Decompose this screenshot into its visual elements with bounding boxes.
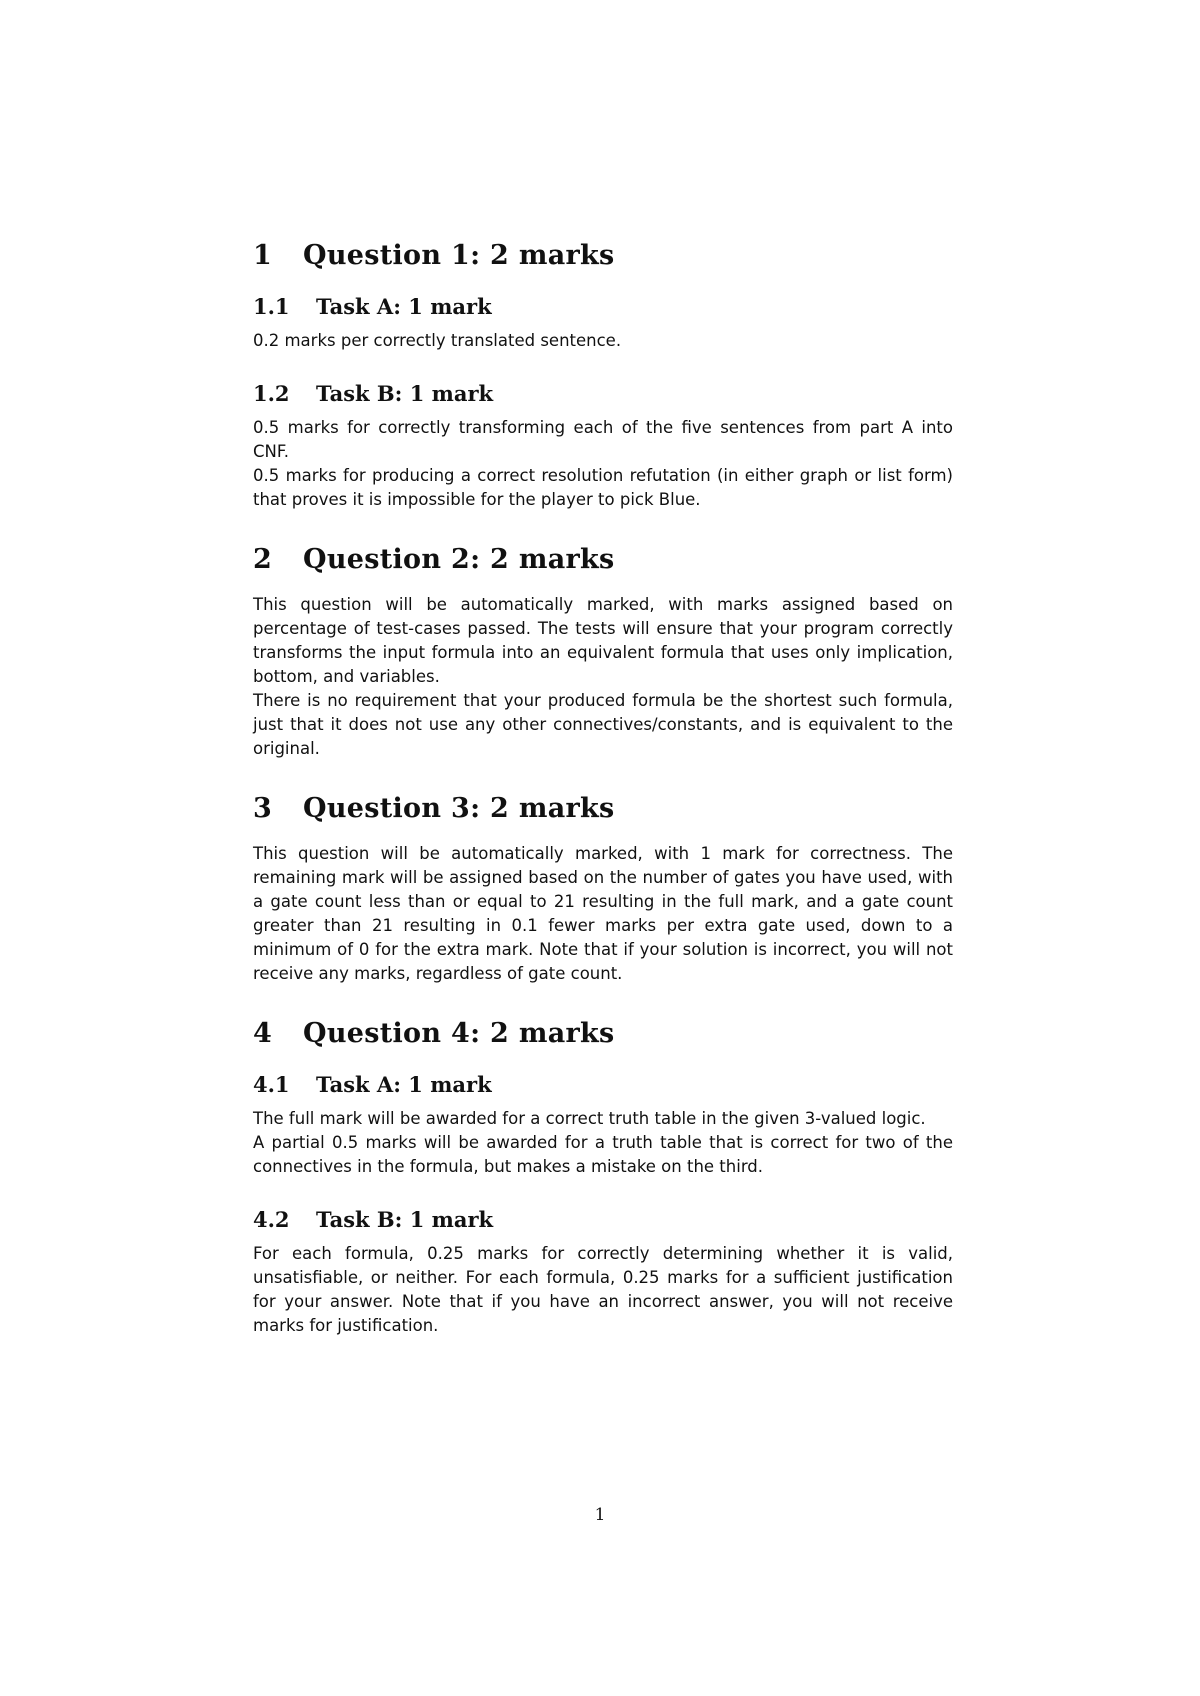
subsection-4-1-heading bbox=[253, 1072, 953, 1097]
paragraph-text: A partial 0.5 marks will be awarded for a truth table that is correct for two of the connectives in the formula, but makes a mistake on the third. bbox=[253, 1133, 953, 1176]
paragraph bbox=[253, 1107, 953, 1179]
section-number: 1 bbox=[253, 240, 273, 271]
page-number: 1 bbox=[594, 1505, 606, 1525]
section-4-heading bbox=[253, 1018, 953, 1049]
subsection-number: 4.1 bbox=[253, 1072, 290, 1097]
subsection-4-2-heading bbox=[253, 1207, 953, 1232]
subsection-title: Task A: 1 mark bbox=[316, 1072, 492, 1097]
section-1-heading bbox=[253, 240, 953, 271]
subsection-1-1-heading bbox=[253, 294, 953, 319]
section-number: 4 bbox=[253, 1018, 273, 1049]
document-body bbox=[253, 240, 953, 1338]
section-number: 2 bbox=[253, 544, 273, 575]
subsection-title: Task B: 1 mark bbox=[316, 381, 494, 406]
paragraph-text: 0.2 marks per correctly translated sentence. bbox=[253, 331, 622, 350]
subsection-title: Task A: 1 mark bbox=[316, 294, 492, 319]
section-title: Question 4: 2 marks bbox=[303, 1018, 615, 1049]
paragraph-text: 0.5 marks for correctly transforming each of the five sentences from part A into CNF. bbox=[253, 418, 953, 461]
paragraph-text: This question will be automatically marked, with 1 mark for correctness. The remaining mark will be assigned based on the number of gates you have used, with a gate count less than or equal to 21 resulting in the full mark, and a gate count greater than 21 resulting in 0.1 fewer marks per extra gate used, down to a minimum of 0 for the extra mark. Note that if your solution is incorrect, you will not receive any marks, regardless of gate count. bbox=[253, 844, 953, 983]
paragraph bbox=[253, 329, 953, 353]
paragraph-text: This question will be automatically marked, with marks assigned based on percentage of test-cases passed. The tests will ensure that your program correctly transforms the input formula into an equivalent formula that uses only implication, bottom, and variables. bbox=[253, 595, 953, 686]
section-title: Question 2: 2 marks bbox=[303, 544, 615, 575]
paragraph-text: There is no requirement that your produced formula be the shortest such formula, just that it does not use any other connectives/constants, and is equivalent to the original. bbox=[253, 691, 953, 758]
paragraph-text: 0.5 marks for producing a correct resolution refutation (in either graph or list form) that proves it is impossible for the player to pick Blue. bbox=[253, 466, 953, 509]
section-title: Question 1: 2 marks bbox=[303, 240, 615, 271]
section-number: 3 bbox=[253, 793, 273, 824]
paragraph-text: For each formula, 0.25 marks for correctly determining whether it is valid, unsatisfiable, or neither. For each formula, 0.25 marks for a sufficient justification for your answer. Note that if you have an incorrect answer, you will not receive marks for justification. bbox=[253, 1244, 953, 1335]
subsection-number: 1.2 bbox=[253, 381, 290, 406]
paragraph bbox=[253, 1242, 953, 1338]
subsection-number: 1.1 bbox=[253, 294, 290, 319]
section-3-heading bbox=[253, 793, 953, 824]
paragraph bbox=[253, 416, 953, 512]
subsection-title: Task B: 1 mark bbox=[316, 1207, 494, 1232]
section-title: Question 3: 2 marks bbox=[303, 793, 615, 824]
subsection-number: 4.2 bbox=[253, 1207, 290, 1232]
section-2-heading bbox=[253, 544, 953, 575]
subsection-1-2-heading bbox=[253, 381, 953, 406]
paragraph bbox=[253, 593, 953, 761]
paragraph bbox=[253, 842, 953, 986]
paragraph-text: The full mark will be awarded for a correct truth table in the given 3-valued logic. bbox=[253, 1109, 926, 1128]
